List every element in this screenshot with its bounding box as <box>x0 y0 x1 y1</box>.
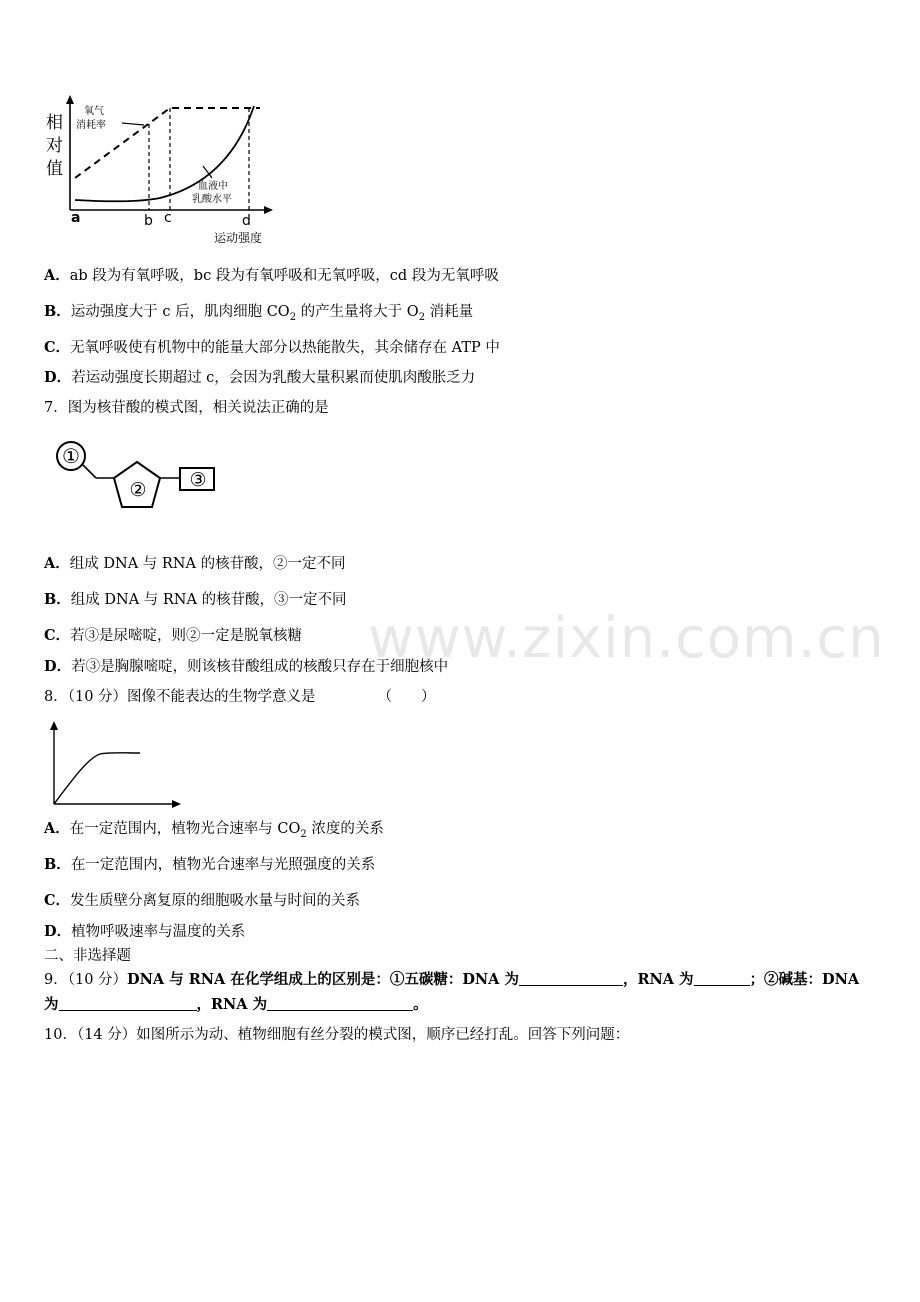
option-text-2: 的产生量将大于 O <box>296 304 419 320</box>
option-letter: A． <box>44 555 70 572</box>
x-axis-arrow <box>264 206 273 214</box>
oxygen-label-1: 氧气 <box>84 106 104 117</box>
q8-option-c <box>44 891 360 911</box>
q6-option-d <box>44 368 475 388</box>
q6-option-c <box>44 338 500 358</box>
figure-saturation-curve <box>42 718 187 810</box>
option-letter: C． <box>44 339 71 356</box>
q9-line-2 <box>44 995 428 1015</box>
answer-blank[interactable] <box>519 970 623 986</box>
x-axis-label: 运动强度 <box>214 231 263 245</box>
option-letter: D． <box>44 923 72 940</box>
y-label-1: 相 <box>46 113 63 133</box>
q6-option-b <box>44 302 473 328</box>
answer-paren: （ ） <box>377 689 436 705</box>
option-letter: D． <box>44 658 72 675</box>
tick-c: c <box>164 210 172 226</box>
q9-number: 9．（10 分） <box>44 972 128 988</box>
option-letter: C． <box>44 627 71 644</box>
tick-b: b <box>144 213 153 229</box>
option-letter: B． <box>44 856 71 873</box>
option-text-3: 消耗量 <box>425 304 474 320</box>
q8-option-b <box>44 855 375 875</box>
option-letter: A． <box>44 267 70 284</box>
y-label-3: 值 <box>46 159 63 179</box>
label-3: ③ <box>189 469 207 491</box>
option-letter: C． <box>44 892 71 909</box>
option-text: 若③是尿嘧啶，则②一定是脱氧核糖 <box>70 628 303 644</box>
lactate-label-2: 乳酸水平 <box>192 194 232 205</box>
y-axis-arrow <box>50 721 58 730</box>
option-text: ab 段为有氧呼吸，bc 段为有氧呼吸和无氧呼吸，cd 段为无氧呼吸 <box>69 268 499 284</box>
section-heading: 二、非选择题 <box>44 948 131 964</box>
saturation-curve <box>54 753 140 804</box>
q7-stem: 7．图为核苷酸的模式图，相关说法正确的是 <box>44 400 329 416</box>
q9-text-5: ，RNA 为 <box>196 996 268 1013</box>
tick-d: d <box>242 213 251 229</box>
q10-stem: 10．（14 分）如图所示为动、植物细胞有丝分裂的模式图，顺序已经打乱。回答下列问题： <box>44 1027 630 1043</box>
option-text: 无氧呼吸使有机物中的能量大部分以热能散失，其余储存在 ATP 中 <box>70 340 500 356</box>
q7-option-c <box>44 626 302 646</box>
answer-blank[interactable] <box>694 970 750 986</box>
q8-option-d <box>44 922 245 942</box>
option-text: 若运动强度长期超过 c，会因为乳酸大量积累而使肌肉酸胀乏力 <box>71 370 476 386</box>
option-text: 组成 DNA 与 RNA 的核苷酸，③一定不同 <box>70 592 347 608</box>
q9-text-1: DNA 与 RNA 在化学组成上的区别是：①五碳糖：DNA 为 <box>127 971 519 988</box>
option-letter: B． <box>44 303 71 320</box>
oxygen-consumption-curve <box>75 108 260 178</box>
option-text: 植物呼吸速率与温度的关系 <box>71 924 246 940</box>
figure-nucleotide <box>52 438 222 516</box>
option-letter: A． <box>44 820 70 837</box>
label-2: ② <box>129 479 147 501</box>
label-1: ① <box>62 444 80 468</box>
figure-oxygen-lactate <box>40 92 280 250</box>
q8-option-a <box>44 819 384 845</box>
subscript: 2 <box>418 311 426 323</box>
answer-blank[interactable] <box>267 995 413 1011</box>
q9-text-4: 为 <box>44 996 59 1013</box>
option-letter: D． <box>44 369 72 386</box>
y-label-2: 对 <box>46 136 63 156</box>
answer-blank[interactable] <box>59 995 197 1011</box>
q8-stem <box>44 687 436 707</box>
option-text: 组成 DNA 与 RNA 的核苷酸，②一定不同 <box>69 556 346 572</box>
tick-a: a <box>71 210 81 226</box>
oxygen-pointer <box>122 123 144 125</box>
q8-stem-text: 8．（10 分）图像不能表达的生物学意义是 <box>44 689 316 705</box>
q9-text-3: ；②碱基：DNA <box>749 971 860 988</box>
option-text: 发生质壁分离复原的细胞吸水量与时间的关系 <box>70 893 361 909</box>
q7-option-a <box>44 554 346 574</box>
lactate-label-1: 血液中 <box>198 181 228 192</box>
oxygen-label-2: 消耗率 <box>76 120 106 131</box>
option-text-1: 在一定范围内，植物光合速率与 CO <box>69 821 301 837</box>
watermark: www.zixin.com.cn <box>368 606 885 671</box>
x-axis-arrow <box>172 800 181 808</box>
option-text: 若③是胸腺嘧啶，则该核苷酸组成的核酸只存在于细胞核中 <box>71 659 449 675</box>
q7-option-b <box>44 590 347 610</box>
q9-line-1 <box>44 970 859 990</box>
subscript: 2 <box>289 311 297 323</box>
option-letter: B． <box>44 591 71 608</box>
option-text-1: 运动强度大于 c 后，肌肉细胞 CO <box>70 304 290 320</box>
option-text: 在一定范围内，植物光合速率与光照强度的关系 <box>70 857 376 873</box>
y-axis-arrow <box>66 95 74 104</box>
subscript: 2 <box>300 828 307 840</box>
q9-text-2: ，RNA 为 <box>622 971 694 988</box>
q6-option-a <box>44 266 499 286</box>
q9-text-6: 。 <box>413 996 428 1013</box>
bond-1 <box>83 465 96 478</box>
option-text-2: 浓度的关系 <box>306 821 384 837</box>
